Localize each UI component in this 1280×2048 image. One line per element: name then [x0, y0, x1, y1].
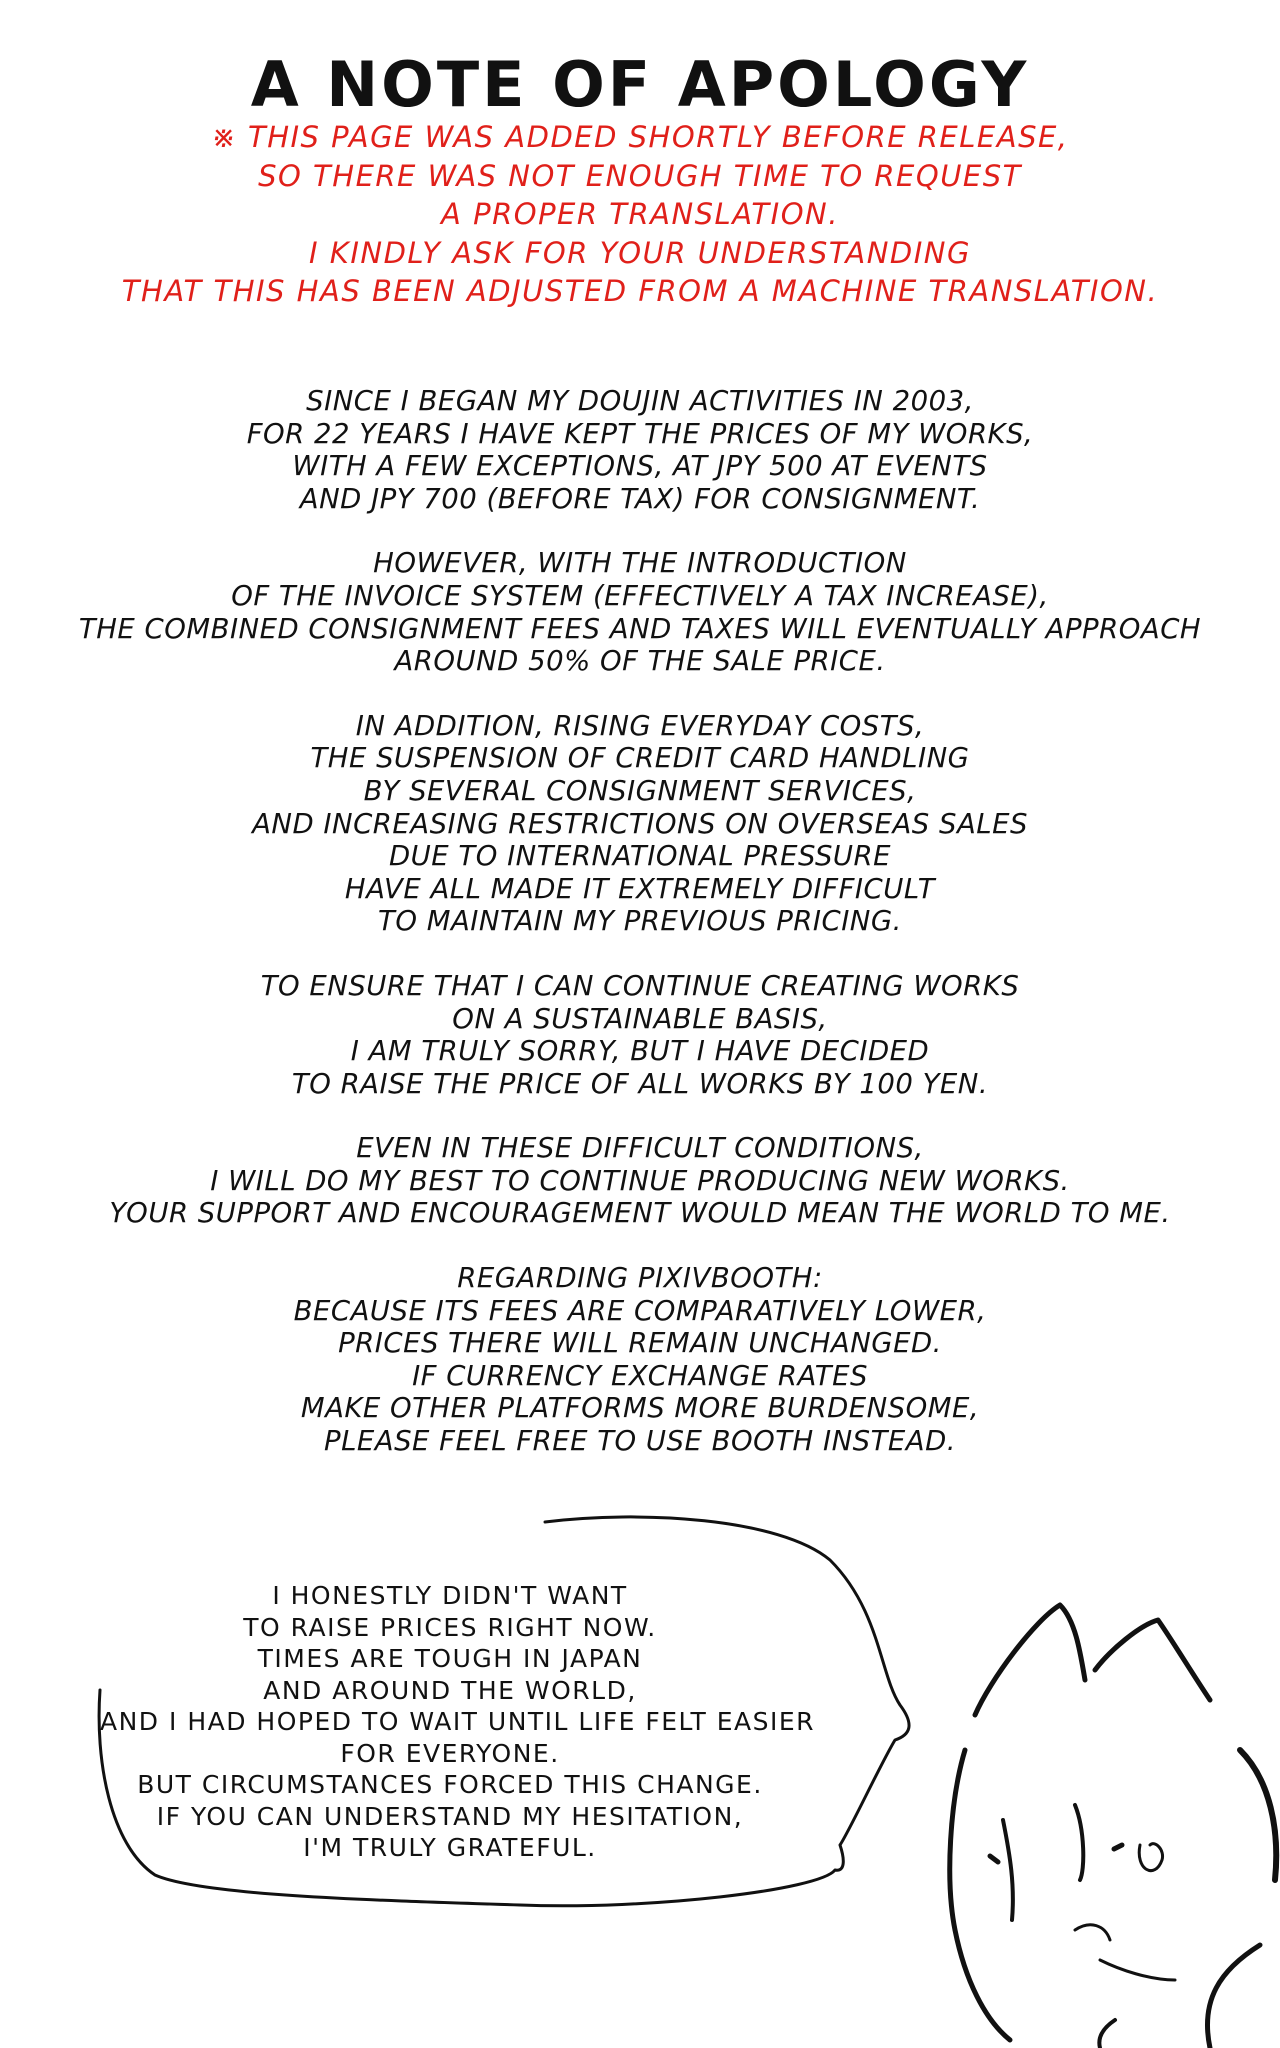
body-line: OF THE INVOICE SYSTEM (EFFECTIVELY A TAX INCREASE),	[231, 579, 1049, 612]
body-line: AND JPY 700 (BEFORE TAX) FOR CONSIGNMENT.	[299, 482, 981, 515]
notice-line: SO THERE WAS NOT ENOUGH TIME TO REQUEST	[258, 158, 1022, 193]
cat-hair	[1003, 1805, 1083, 1920]
bubble-line: FOR EVERYONE.	[340, 1738, 560, 1768]
body-line: DUE TO INTERNATIONAL PRESSURE	[388, 840, 892, 873]
body-line: WITH A FEW EXCEPTIONS, AT JPY 500 AT EVENTS	[292, 450, 988, 483]
body-line: PLEASE FEEL FREE TO USE BOOTH INSTEAD.	[323, 1425, 957, 1458]
bubble-line: AND I HAD HOPED TO WAIT UNTIL LIFE FELT EASIER	[100, 1707, 816, 1736]
body-line: AROUND 50% OF THE SALE PRICE.	[394, 645, 886, 678]
body-line: BECAUSE ITS FEES ARE COMPARATIVELY LOWER,	[293, 1294, 987, 1327]
body-line: IN ADDITION, RISING EVERYDAY COSTS,	[355, 709, 925, 742]
cat-ear-left	[975, 1605, 1085, 1715]
body-line: IF CURRENCY EXCHANGE RATES	[412, 1359, 868, 1392]
bubble-line: I HONESTLY DIDN'T WANT	[272, 1581, 628, 1610]
cat-eye-right	[1114, 1845, 1122, 1849]
notice-line: I KINDLY ASK FOR YOUR UNDERSTANDING	[309, 235, 971, 270]
cat-tear	[1139, 1844, 1162, 1871]
bubble-line: TIMES ARE TOUGH IN JAPAN	[257, 1644, 643, 1673]
page-title: A NOTE OF APOLOGY	[250, 48, 1030, 121]
body-line: FOR 22 YEARS I HAVE KEPT THE PRICES OF MY WORKS,	[246, 417, 1034, 450]
paragraph-price-raise	[0, 970, 1280, 1100]
bubble-line: IF YOU CAN UNDERSTAND MY HESITATION,	[156, 1801, 744, 1831]
body-line: THE COMBINED CONSIGNMENT FEES AND TAXES WILL EVENTUALLY APPROACH	[78, 612, 1202, 645]
body-line: TO RAISE THE PRICE OF ALL WORKS BY 100 YEN.	[291, 1067, 989, 1100]
paragraph-invoice	[0, 547, 1280, 677]
cat-arm	[1099, 2020, 1115, 2048]
body-line: PRICES THERE WILL REMAIN UNCHANGED.	[338, 1327, 942, 1360]
bubble-line: BUT CIRCUMSTANCES FORCED THIS CHANGE.	[137, 1770, 763, 1799]
cat-eye-left	[990, 1856, 998, 1862]
body-line: ON A SUSTAINABLE BASIS,	[452, 1002, 828, 1035]
body-line: BY SEVERAL CONSIGNMENT SERVICES,	[363, 774, 917, 807]
body-line: THE SUSPENSION OF CREDIT CARD HANDLING	[310, 742, 970, 775]
notice-line: A PROPER TRANSLATION.	[441, 197, 839, 231]
body-line: HOWEVER, WITH THE INTRODUCTION	[373, 547, 907, 580]
body-line: TO MAINTAIN MY PREVIOUS PRICING.	[378, 905, 902, 938]
body-line: HAVE ALL MADE IT EXTREMELY DIFFICULT	[344, 872, 936, 905]
cat-mouth	[1075, 1925, 1110, 1940]
bubble-line: I'M TRULY GRATEFUL.	[303, 1833, 597, 1862]
paragraph-commitment	[0, 1132, 1280, 1230]
speech-bubble-text	[100, 1580, 816, 1864]
cat-body-right	[1240, 1750, 1276, 1880]
body-line: AND INCREASING RESTRICTIONS ON OVERSEAS SALES	[252, 807, 1028, 840]
bubble-line: AND AROUND THE WORLD,	[263, 1675, 637, 1705]
body-line: MAKE OTHER PLATFORMS MORE BURDENSOME,	[300, 1392, 980, 1425]
body-line: REGARDING PIXIVBOOTH:	[457, 1262, 823, 1295]
bubble-line: TO RAISE PRICES RIGHT NOW.	[243, 1612, 657, 1642]
cat-ear-right	[1095, 1620, 1210, 1700]
paragraph-costs	[0, 710, 1280, 938]
body-line: SINCE I BEGAN MY DOUJIN ACTIVITIES IN 2003,	[306, 385, 974, 417]
paragraph-booth	[0, 1262, 1280, 1458]
body-line: YOUR SUPPORT AND ENCOURAGEMENT WOULD MEAN THE WORLD TO ME.	[109, 1197, 1171, 1230]
cat-tail	[1207, 1945, 1260, 2048]
cat-chin	[1100, 1960, 1175, 1980]
notice-line: THAT THIS HAS BEEN ADJUSTED FROM A MACHINE TRANSLATION.	[121, 274, 1159, 308]
paragraph-history	[0, 385, 1280, 515]
body-line: I AM TRULY SORRY, BUT I HAVE DECIDED	[350, 1035, 930, 1068]
translation-notice	[0, 118, 1280, 311]
body-line: I WILL DO MY BEST TO CONTINUE PRODUCING NEW WORKS.	[210, 1164, 1070, 1197]
body-line: TO ENSURE THAT I CAN CONTINUE CREATING WORKS	[260, 969, 1020, 1002]
notice-line: ※ THIS PAGE WAS ADDED SHORTLY BEFORE RELEASE,	[211, 120, 1069, 154]
apology-body	[0, 385, 1280, 1490]
cat-head-left	[950, 1750, 1010, 2040]
body-line: EVEN IN THESE DIFFICULT CONDITIONS,	[356, 1132, 924, 1165]
